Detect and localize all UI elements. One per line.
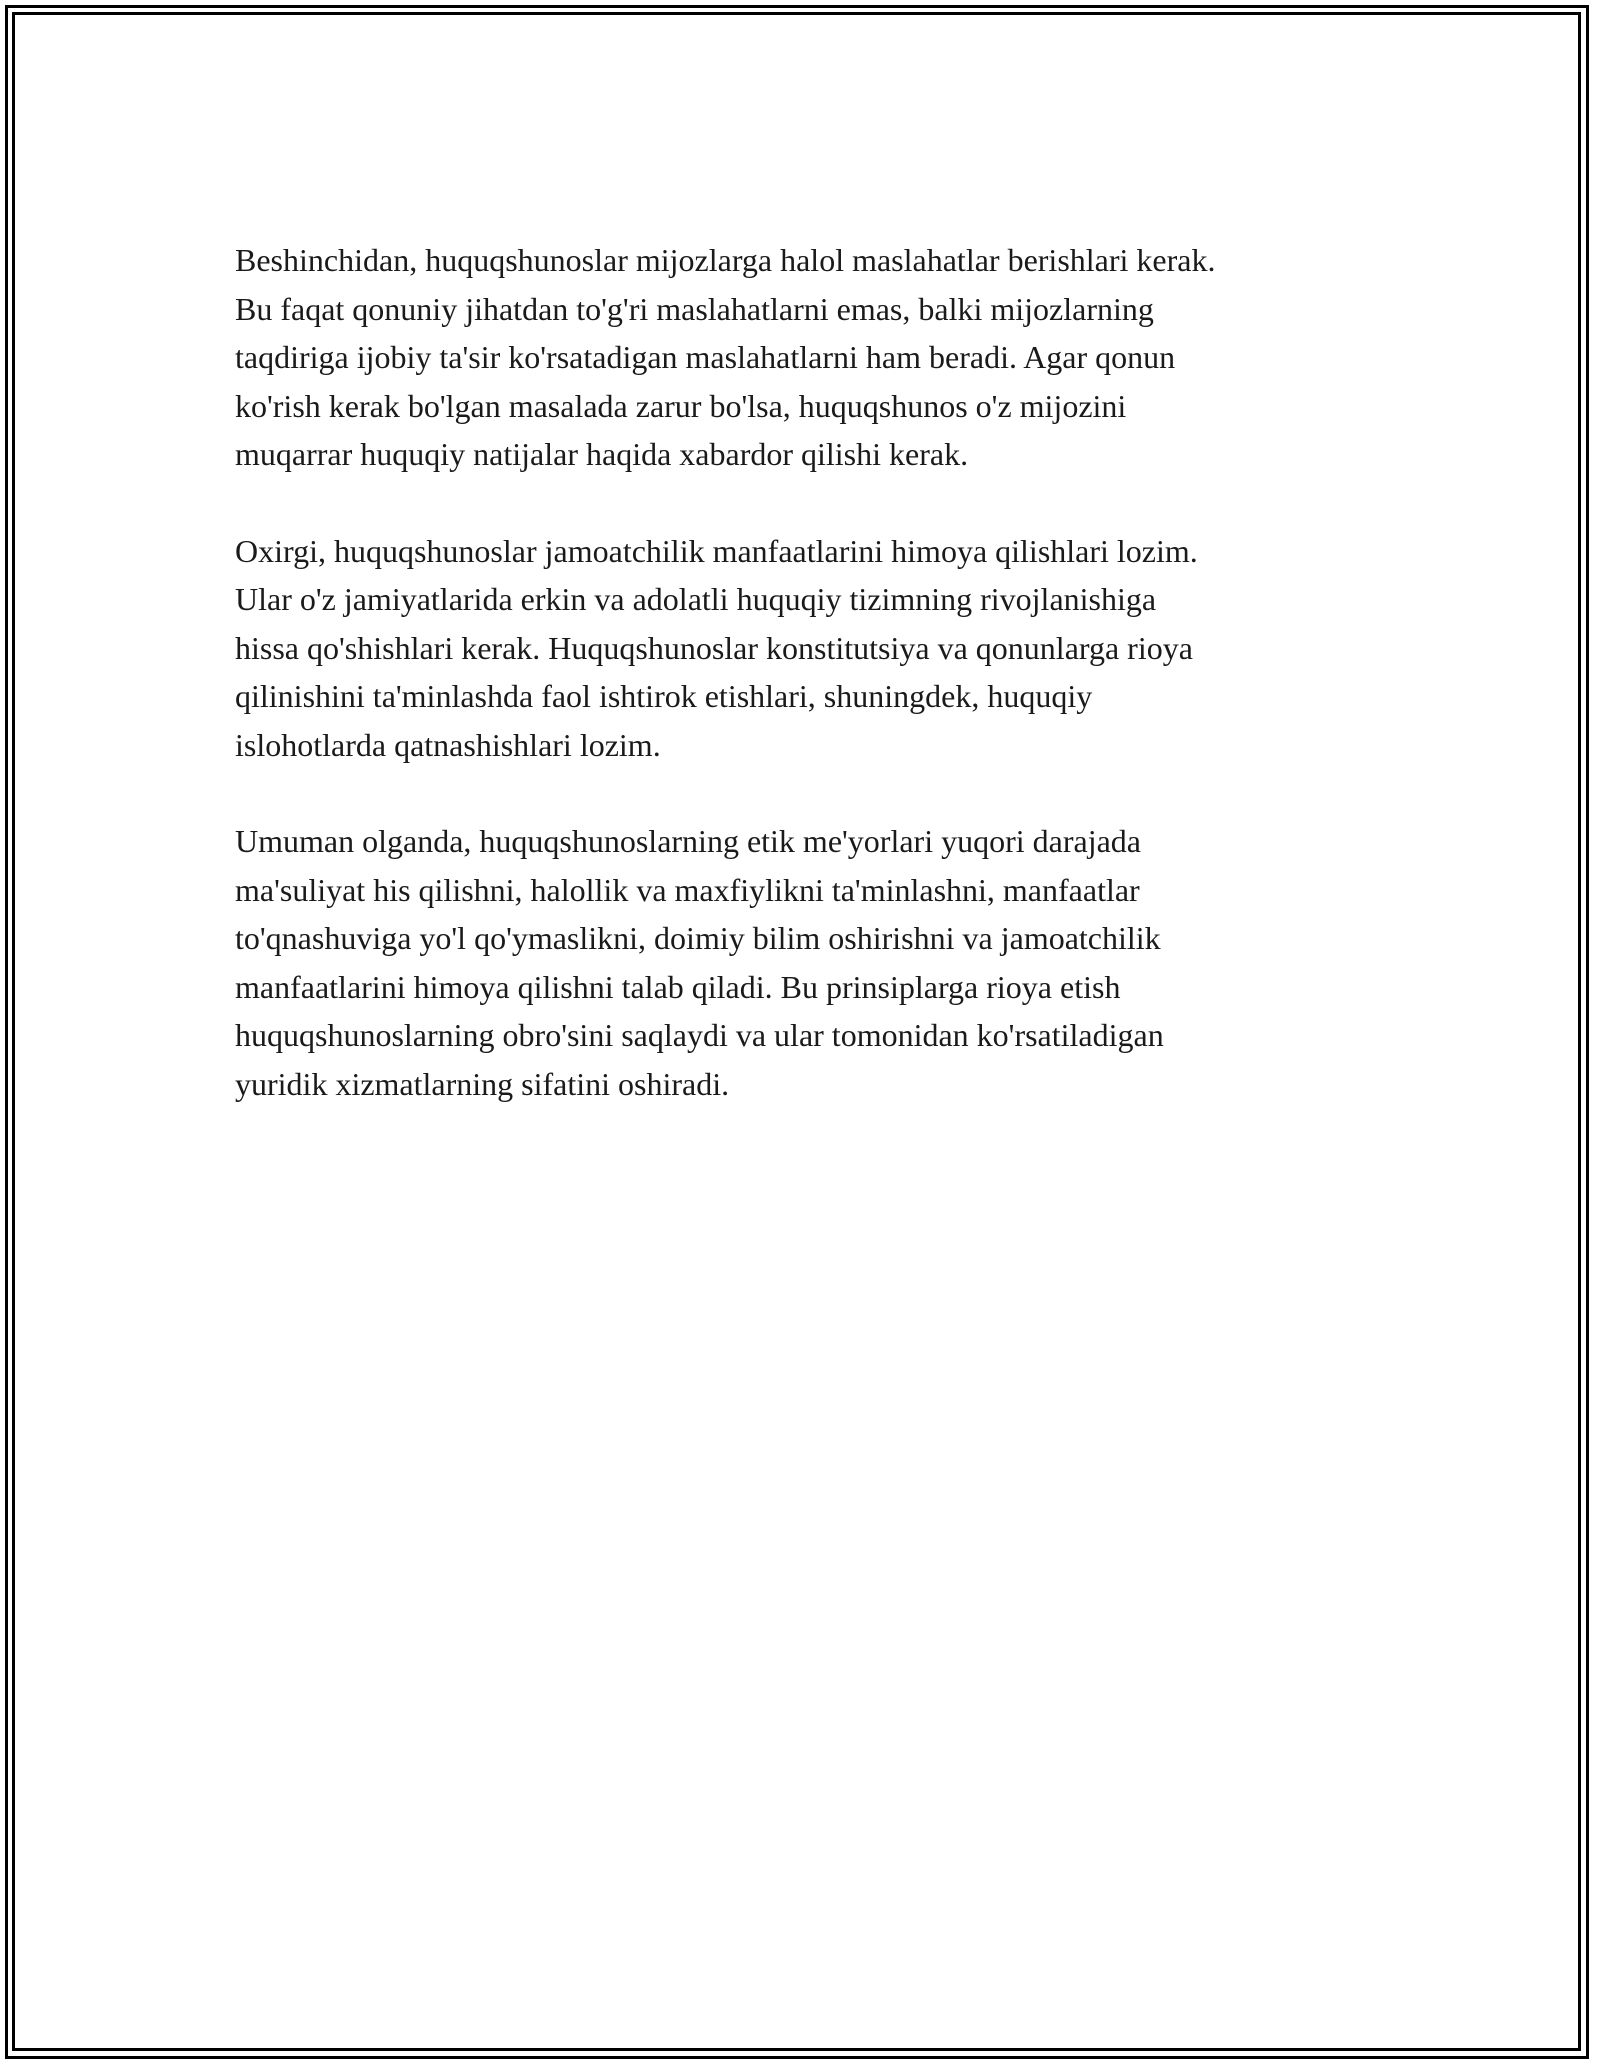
paragraph-line: qilinishini ta'minlashda faol ishtirok etishlari, shuningdek, huquqiy (235, 678, 1093, 714)
paragraph-1 (235, 236, 1375, 479)
paragraph-line: ma'suliyat his qilishni, halollik va maxfiylikni ta'minlashni, manfaatlar (235, 871, 1140, 908)
paragraph-line: Ular o'z jamiyatlarida erkin va adolatli huquqiy tizimning rivojlanishiga (235, 581, 1157, 617)
paragraph-line: Umuman olganda, huquqshunoslarning etik me'yorlari yuqori darajada (235, 823, 1141, 859)
paragraph-line: to'qnashuviga yo'l qo'ymaslikni, doimiy bilim oshirishni va jamoatchilik (235, 920, 1161, 956)
paragraph-line: manfaatlarini himoya qilishni talab qiladi. Bu prinsiplarga rioya etish (235, 968, 1121, 1005)
paragraph-line: islohotlarda qatnashishlari lozim. (235, 726, 661, 763)
paragraph-line: huquqshunoslarning obro'sini saqlaydi va ular tomonidan ko'rsatiladigan (235, 1017, 1164, 1053)
paragraph-line: ko'rish kerak bo'lgan masalada zarur bo'lsa, huquqshunos o'z mijozini (235, 387, 1127, 424)
paragraph-line: Oxirgi, huquqshunoslar jamoatchilik manfaatlarini himoya qilishlari lozim. (235, 532, 1198, 569)
paragraph-line: taqdiriga ijobiy ta'sir ko'rsatadigan maslahatlarni ham beradi. Agar qonun (235, 339, 1176, 375)
paragraph-line: muqarrar huquqiy natijalar haqida xabardor qilishi kerak. (235, 436, 969, 472)
paragraph-line: Beshinchidan, huquqshunoslar mijozlarga halol maslahatlar berishlari kerak. (235, 242, 1216, 278)
paragraph-2 (235, 527, 1375, 770)
document-body (235, 236, 1375, 1156)
paragraph-line: Bu faqat qonuniy jihatdan to'g'ri maslahatlarni emas, balki mijozlarning (235, 290, 1154, 327)
paragraph-line: yuridik xizmatlarning sifatini oshiradi. (235, 1065, 730, 1102)
paragraph-line: hissa qo'shishlari kerak. Huquqshunoslar konstitutsiya va qonunlarga rioya (235, 629, 1193, 666)
paragraph-3 (235, 817, 1375, 1108)
